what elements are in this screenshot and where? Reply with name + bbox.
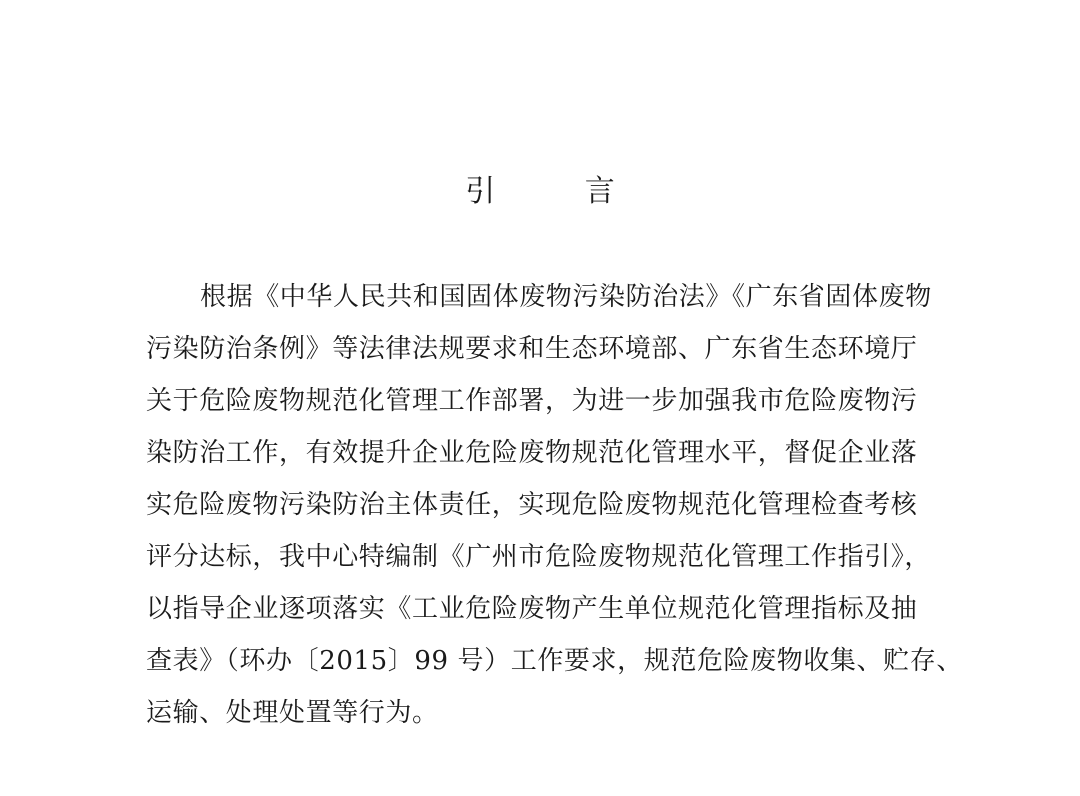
paragraph-line-9: 运输、处理处置等行为。 (146, 698, 439, 728)
paragraph-line-7: 以指导企业逐项落实《工业危险废物产生单位规范化管理指标及抽 (146, 594, 918, 624)
paragraph-line-3: 关于危险废物规范化管理工作部署，为进一步加强我市危险废物污 (146, 386, 918, 416)
paragraph-line-4: 染防治工作，有效提升企业危险废物规范化管理水平，督促企业落 (146, 438, 918, 468)
paragraph-line-5: 实危险废物污染防治主体责任，实现危险废物规范化管理检查考核 (146, 490, 918, 520)
paragraph-line-2: 污染防治条例》等法律法规要求和生态环境部、广东省生态环境厅 (146, 334, 918, 364)
paragraph-line-1: 根据《中华人民共和国固体废物污染防治法》《广东省固体废物 (200, 282, 932, 312)
paragraph-line-8: 查表》（环办〔2015〕99 号）工作要求，规范危险废物收集、贮存、 (146, 646, 963, 676)
paragraph-line-6: 评分达标，我中心特编制《广州市危险废物规范化管理工作指引》， (146, 542, 932, 572)
page-title: 引 言 (465, 174, 655, 209)
